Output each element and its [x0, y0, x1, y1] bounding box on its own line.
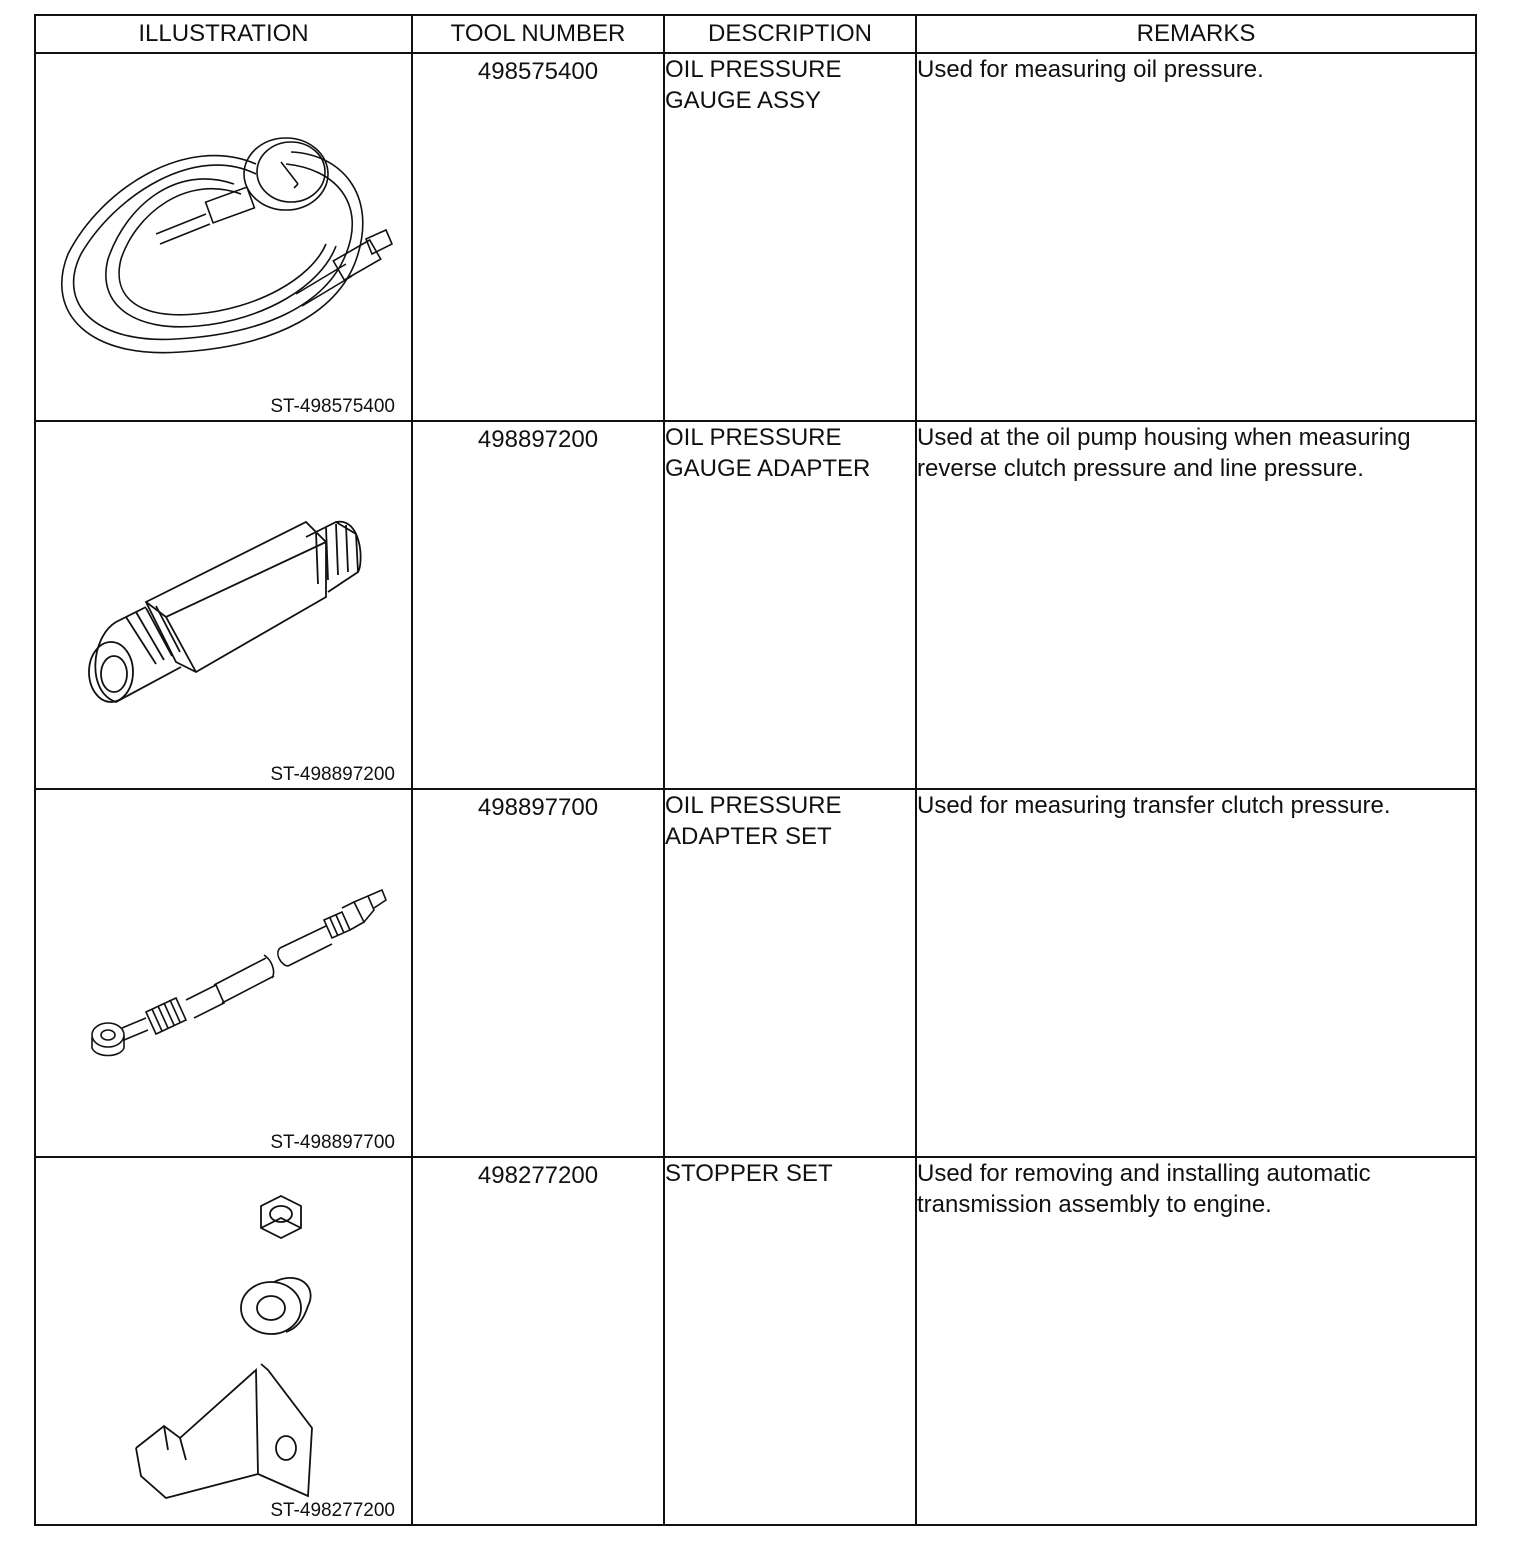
description-line: GAUGE ASSY: [665, 87, 822, 114]
remarks-cell: [916, 421, 1476, 789]
illustration-cell: [35, 1157, 412, 1525]
description-line: OIL PRESSURE: [665, 424, 842, 451]
adapter-set-illustration: [36, 790, 413, 1156]
figure-label: ST-498575400: [270, 396, 395, 417]
remarks-cell: [916, 789, 1476, 1157]
special-tools-table: [34, 14, 1477, 1526]
tool-number: 498575400: [477, 58, 599, 85]
table-row: [35, 421, 1476, 789]
remarks-text: Used at the oil pump housing when measuring reverse clutch pressure and line pressure.: [917, 424, 1411, 482]
tool-number: 498897700: [477, 794, 599, 821]
illustration-cell: [35, 53, 412, 421]
remarks-text: Used for removing and installing automatic transmission assembly to engine.: [917, 1160, 1371, 1218]
tool-number: 498277200: [477, 1162, 599, 1189]
description-cell: [664, 53, 916, 421]
table-row: [35, 53, 1476, 421]
tool-number-cell: [412, 53, 664, 421]
description-cell: [664, 1157, 916, 1525]
description-line: OIL PRESSURE: [665, 792, 842, 819]
tool-number-cell: [412, 421, 664, 789]
figure-label: ST-498277200: [270, 1500, 395, 1521]
header-illustration: ILLUSTRATION: [35, 15, 412, 53]
description-cell: [664, 789, 916, 1157]
remarks-text: Used for measuring transfer clutch pressure.: [917, 792, 1391, 819]
table-header-row: [35, 15, 1476, 53]
tool-number-cell: [412, 789, 664, 1157]
remarks-cell: [916, 53, 1476, 421]
tool-number-cell: [412, 1157, 664, 1525]
oil-pressure-gauge-illustration: [36, 54, 413, 420]
header-tool-number: TOOL NUMBER: [412, 15, 664, 53]
table-row: [35, 789, 1476, 1157]
remarks-cell: [916, 1157, 1476, 1525]
figure-label: ST-498897200: [270, 764, 395, 785]
header-description: DESCRIPTION: [664, 15, 916, 53]
description-cell: [664, 421, 916, 789]
description-line: GAUGE ADAPTER: [665, 455, 871, 482]
description-line: STOPPER SET: [665, 1160, 833, 1187]
stopper-set-illustration: [36, 1158, 413, 1524]
table-row: [35, 1157, 1476, 1525]
description-line: ADAPTER SET: [665, 823, 832, 850]
figure-label: ST-498897700: [270, 1132, 395, 1153]
illustration-cell: [35, 789, 412, 1157]
illustration-cell: [35, 421, 412, 789]
remarks-text: Used for measuring oil pressure.: [917, 56, 1264, 83]
tool-number: 498897200: [477, 426, 599, 453]
gauge-adapter-illustration: [36, 422, 413, 788]
description-line: OIL PRESSURE: [665, 56, 842, 83]
header-remarks: REMARKS: [916, 15, 1476, 53]
